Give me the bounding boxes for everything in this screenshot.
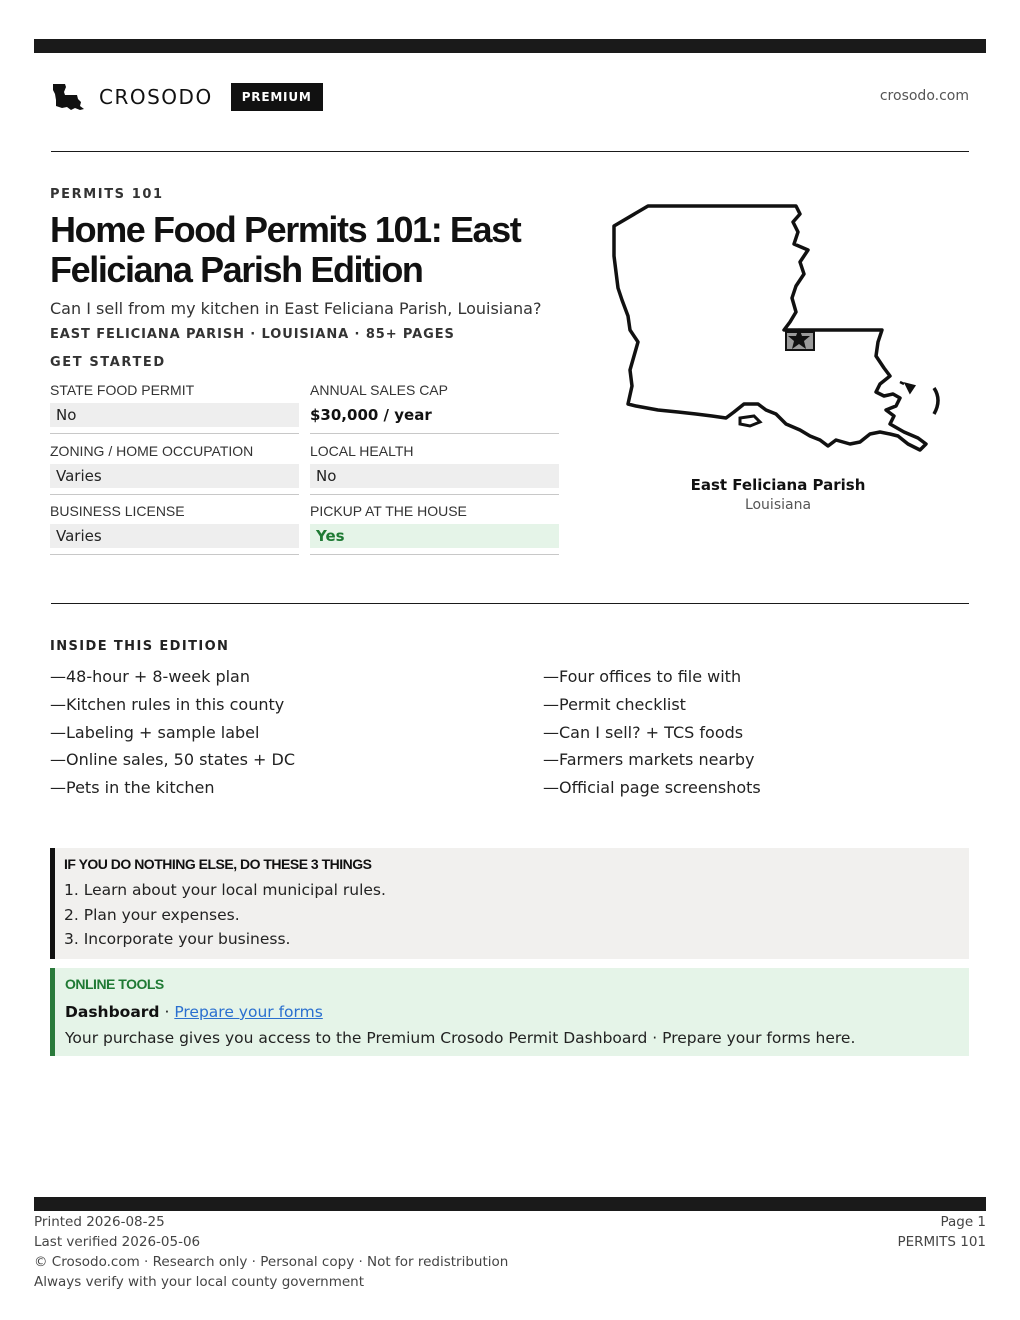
delta-islands-shape [900, 382, 914, 392]
inside-edition-list-left [50, 666, 480, 805]
page-subtitle: Can I sell from my kitchen in East Feliciana Parish, Louisiana? [50, 299, 542, 318]
map-caption-state: Louisiana [744, 497, 812, 513]
inside-edition-list-right [543, 666, 973, 805]
louisiana-map [608, 200, 948, 458]
fact-label: BUSINESS LICENSE [50, 503, 185, 519]
online-tools-box [50, 968, 969, 1056]
fact-annual-sales-cap [310, 382, 559, 434]
list-item: —Official page screenshots [543, 778, 761, 798]
map-caption-parish: East Feliciana Parish [690, 476, 866, 494]
fact-pickup-at-house [310, 503, 559, 555]
get-started-heading: GET STARTED [50, 355, 166, 370]
page-number: Page 1 [940, 1214, 986, 1230]
inside-edition-heading: INSIDE THIS EDITION [50, 639, 230, 654]
louisiana-outline [614, 206, 926, 450]
list-item: —Permit checklist [543, 694, 686, 714]
brand[interactable] [51, 80, 323, 114]
prepare-forms-link[interactable]: Prepare your forms [174, 1003, 323, 1021]
verified-date: Last verified 2026-05-06 [34, 1234, 201, 1250]
fact-label: ANNUAL SALES CAP [310, 382, 448, 398]
callout-item: 3. Incorporate your business. [64, 930, 291, 948]
tools-separator: · [159, 1003, 175, 1021]
page-header [51, 80, 969, 114]
list-item: —Farmers markets nearby [543, 750, 755, 770]
three-things-callout [50, 848, 969, 959]
edition-meta: EAST FELICIANA PARISH · LOUISIANA · 85+ PAGES [50, 327, 455, 342]
fact-value: No [50, 403, 299, 427]
tools-links-row [65, 1000, 969, 1024]
list-item: —Four offices to file with [543, 667, 742, 686]
premium-badge: PREMIUM [231, 83, 323, 111]
verify-note: Always verify with your local county government [34, 1274, 364, 1290]
fact-value: Varies [50, 524, 299, 548]
list-item: —Can I sell? + TCS foods [543, 722, 744, 742]
chandeleur-island-shape [934, 388, 938, 414]
fact-label: STATE FOOD PERMIT [50, 382, 195, 398]
fact-zoning [50, 443, 299, 495]
fact-value: Yes [310, 524, 559, 548]
dashboard-label: Dashboard [65, 1003, 160, 1021]
callout-title: IF YOU DO NOTHING ELSE, DO THESE 3 THINGS [64, 856, 372, 872]
list-item: —Online sales, 50 states + DC [50, 750, 296, 770]
section-kicker: PERMITS 101 [50, 187, 164, 202]
list-item: —Kitchen rules in this county [50, 694, 285, 714]
list-item: —Pets in the kitchen [50, 778, 215, 798]
header-divider [51, 151, 969, 152]
tools-description: Your purchase gives you access to the Premium Crosodo Permit Dashboard · Prepare your forms here. [65, 1029, 856, 1047]
site-url[interactable]: crosodo.com [879, 88, 969, 104]
fact-state-food-permit [50, 382, 299, 434]
page-title: Home Food Permits 101: East Feliciana Parish Edition [50, 209, 521, 290]
brand-name: CROSODO [99, 85, 213, 109]
fact-label: LOCAL HEALTH [310, 443, 414, 459]
printed-date: Printed 2026-08-25 [34, 1214, 165, 1230]
callout-item: 2. Plan your expenses. [64, 905, 240, 924]
fact-value: No [310, 464, 559, 488]
footer-left [34, 1213, 508, 1293]
fact-business-license [50, 503, 299, 555]
list-item: —48-hour + 8-week plan [50, 667, 250, 686]
louisiana-silhouette-icon [51, 81, 87, 113]
fact-value: Varies [50, 464, 299, 488]
fact-label: PICKUP AT THE HOUSE [310, 503, 467, 519]
marsh-island-shape [740, 416, 760, 426]
callout-item: 1. Learn about your local municipal rules. [64, 881, 386, 899]
fact-local-health [310, 443, 559, 495]
section-divider [51, 603, 969, 604]
copyright-notice: © Crosodo.com · Research only · Personal copy · Not for redistribution [34, 1254, 509, 1270]
fact-label: ZONING / HOME OCCUPATION [50, 443, 254, 459]
fact-value: $30,000 / year [310, 406, 432, 424]
list-item: —Labeling + sample label [50, 722, 260, 742]
footer-right [897, 1213, 986, 1253]
footer-section: PERMITS 101 [897, 1234, 986, 1250]
bottom-rule-bar [34, 1197, 986, 1211]
top-rule-bar [34, 39, 986, 53]
tools-title: ONLINE TOOLS [65, 976, 164, 992]
